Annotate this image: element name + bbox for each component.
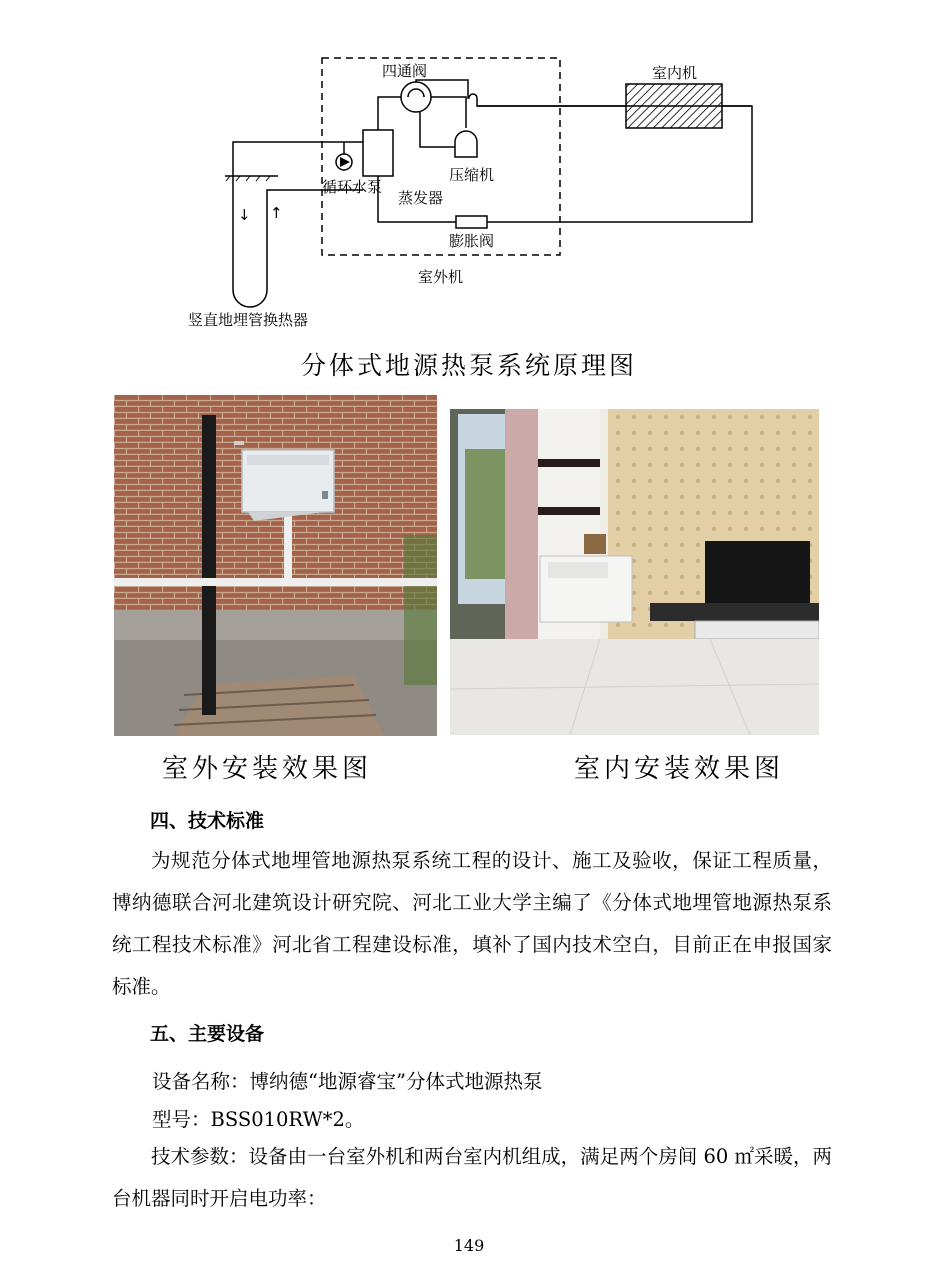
section4-paragraph: 为规范分体式地埋管地源热泵系统工程的设计、施工及验收，保证工程质量，博纳德联合河北建筑设计研究院、河北工业大学主编了《分体式地埋管地源热泵系统工程技术标准》河北省工程建设标准，填补了国内技术空白，目前正在申报国家标准。 xyxy=(112,849,832,998)
label-indoor-unit: 室内机 xyxy=(652,64,698,82)
model-line: 型号：BSS010RW*2。 xyxy=(152,1108,365,1131)
compressor-symbol xyxy=(455,131,477,157)
indoor-unit-symbol xyxy=(626,84,722,128)
page-number: 149 xyxy=(453,1236,485,1255)
expansion-valve-symbol xyxy=(456,216,487,228)
section4-heading: 四、技术标准 xyxy=(150,810,265,832)
label-outdoor-unit: 室外机 xyxy=(418,268,464,286)
label-circulating-pump: 循环水泵 xyxy=(322,178,383,196)
label-ground-exchanger: 竖直地埋管换热器 xyxy=(188,311,309,329)
indoor-installation-photo xyxy=(450,409,819,735)
label-four-way-valve: 四通阀 xyxy=(382,62,428,80)
svg-text:↑: ↑ xyxy=(270,204,283,222)
evaporator-symbol xyxy=(363,130,393,176)
label-expansion-valve: 膨胀阀 xyxy=(449,232,495,250)
device-name-line: 设备名称：博纳德“地源睿宝”分体式地源热泵 xyxy=(152,1070,543,1093)
outdoor-photo-caption: 室外安装效果图 xyxy=(162,754,373,784)
section4-body xyxy=(112,840,832,1008)
section5-body xyxy=(112,1136,832,1220)
svg-text:↓: ↓ xyxy=(238,206,251,224)
outdoor-unit-boundary xyxy=(322,58,560,255)
tech-params-paragraph: 技术参数：设备由一台室外机和两台室内机组成，满足两个房间 60 ㎡采暖，两台机器同时开启电功率： xyxy=(112,1145,832,1210)
diagram-caption: 分体式地源热泵系统原理图 xyxy=(300,351,637,380)
heat-pump-schematic xyxy=(0,0,938,340)
section5-heading: 五、主要设备 xyxy=(150,1023,265,1045)
label-compressor: 压缩机 xyxy=(449,166,495,184)
indoor-photo-caption: 室内安装效果图 xyxy=(574,754,785,784)
four-way-valve-symbol xyxy=(401,82,431,112)
label-evaporator: 蒸发器 xyxy=(398,189,444,207)
outdoor-installation-photo xyxy=(114,395,437,736)
